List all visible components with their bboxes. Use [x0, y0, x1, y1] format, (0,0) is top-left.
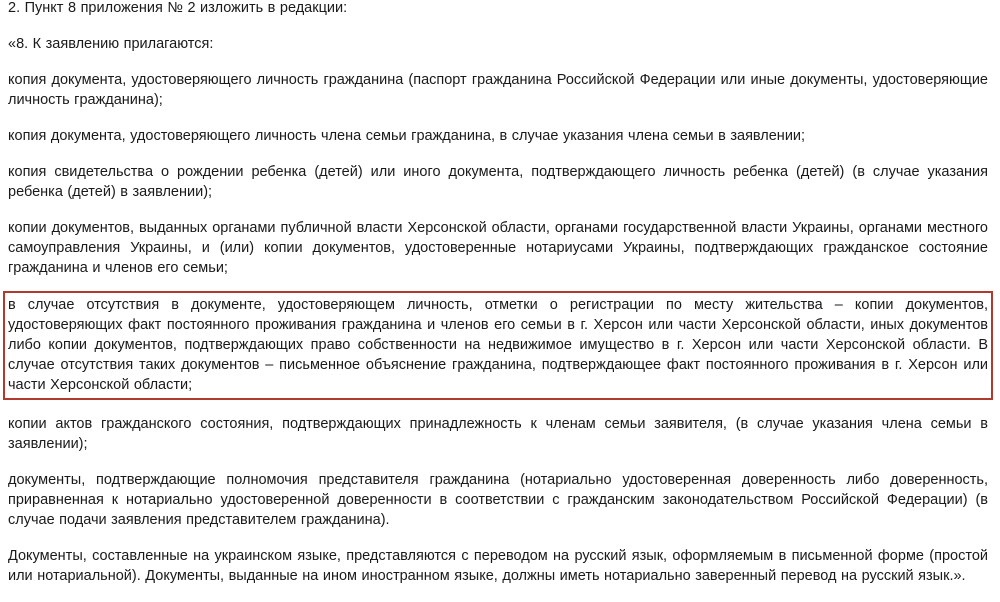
paragraph-family-member-copy: копия документа, удостоверяющего личность члена семьи гражданина, в случае указания члена семьи в заявлении;: [8, 128, 806, 144]
document-intro: «8. К заявлению прилагаются:: [8, 36, 214, 52]
paragraph-birth-certificate-copy: копия свидетельства о рождении ребенка (детей) или иного документа, подтверждающего личность ребенка (детей) (в случае указания ребенка (детей) в заявлении);: [8, 164, 988, 200]
paragraph-representative-authority: документы, подтверждающие полномочия представителя гражданина (нотариально удостоверенная доверенность либо доверенность, приравненная к нотариально удостоверенной доверенности в соответствии с гражданским законодательством Российской Федерации) (в случае подачи заявления представителем гражданина).: [8, 472, 988, 528]
document-heading: 2. Пункт 8 приложения № 2 изложить в редакции:: [8, 0, 348, 16]
paragraph-ukraine-documents-copy: копии документов, выданных органами публичной власти Херсонской области, органами государственной власти Украины, органами местного самоуправления Украины, и (или) копии документов, удостоверенные нотариусами Украины, подтверждающих гражданское состояние гражданина и членов его семьи;: [8, 220, 988, 276]
highlighted-paragraph-box: [3, 291, 993, 400]
paragraph-civil-status-acts: копии актов гражданского состояния, подтверждающих принадлежность к членам семьи заявителя, (в случае указания члена семьи в заявлении);: [8, 416, 988, 452]
paragraph-translation-requirement: Документы, составленные на украинском языке, представляются с переводом на русский язык, оформляемым в письменной форме (простой или нотариальной). Документы, выданные на ином иностранном языке, должны иметь нотариально заверенный перевод на русский язык.».: [8, 548, 988, 584]
paragraph-passport-copy: копия документа, удостоверяющего личность гражданина (паспорт гражданина Российской Федерации или иные документы, удостоверяющие личность гражданина);: [8, 72, 988, 108]
document-body: [8, 0, 988, 602]
paragraph-residence-proof: в случае отсутствия в документе, удостоверяющем личность, отметки о регистрации по месту жительства – копии документов, удостоверяющих факт постоянного проживания гражданина и членов его семьи в г. Херсон или части Херсонской области, иных документов либо копии документов, подтверждающих право собственности на недвижимое имущество в г. Херсон или части Херсонской области. В случае отсутствия таких документов – письменное объяснение гражданина, подтверждающее факт постоянного проживания в г. Херсон или части Херсонской области;: [8, 297, 988, 393]
